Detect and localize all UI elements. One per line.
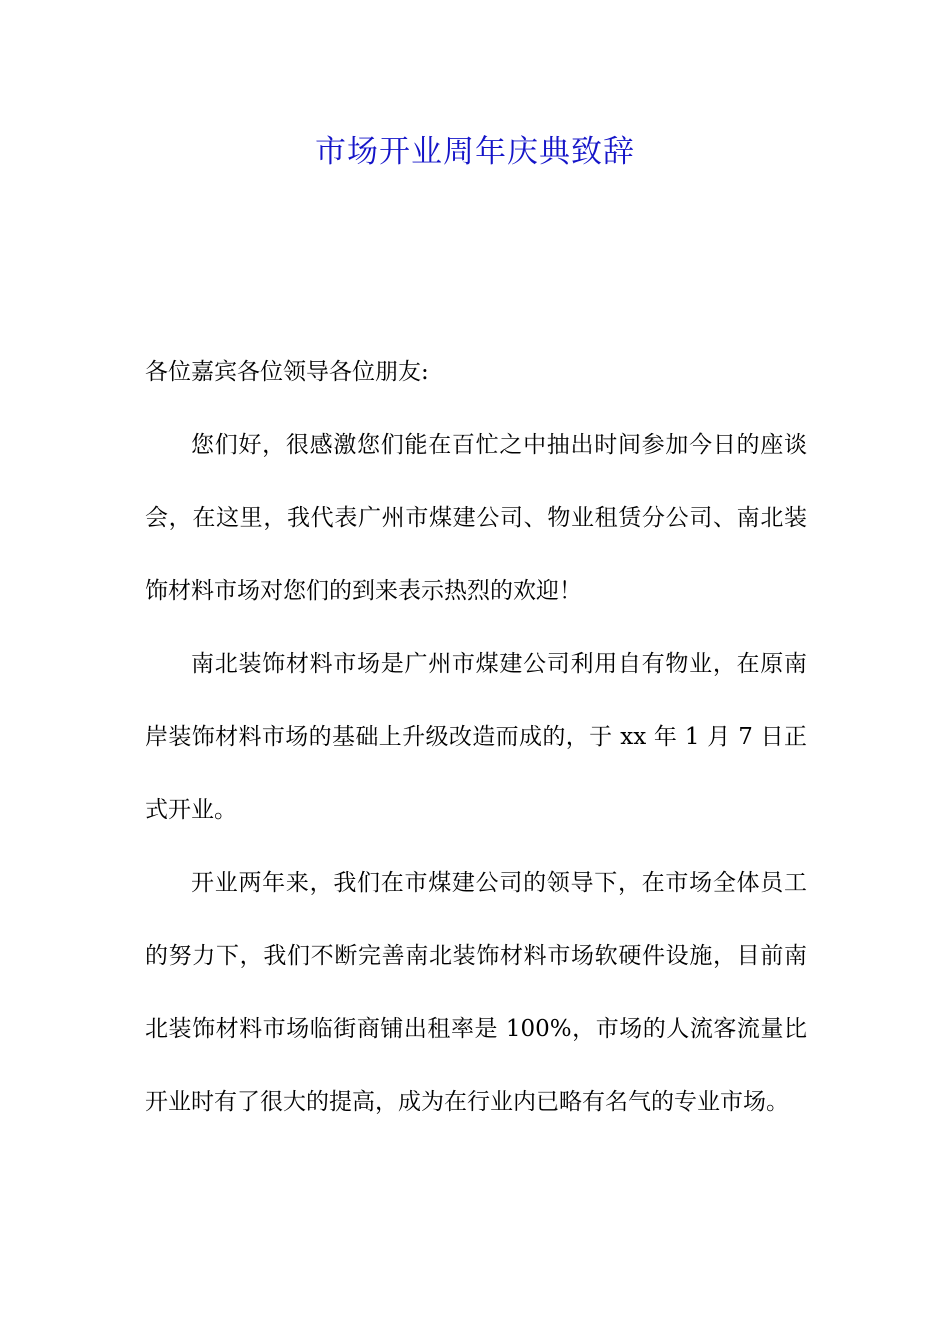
document-title: 市场开业周年庆典致辞: [315, 134, 635, 170]
progress-paragraph: 开业两年来，我们在市煤建公司的领导下，在市场全体员工的努力下，我们不断完善南北装饰材料市场软硬件设施，目前南北装饰材料市场临街商铺出租率是 100%，市场的人流客流量比开业时有了很大的提高，成为在行业内已略有名气的专业市场。: [145, 870, 807, 1115]
market-intro-paragraph: 南北装饰材料市场是广州市煤建公司利用自有物业，在原南岸装饰材料市场的基础上升级改造而成的，于 xx 年 1 月 7 日正式开业。: [145, 651, 807, 823]
salutation-paragraph: 各位嘉宾各位领导各位朋友:: [145, 359, 429, 385]
welcome-paragraph: 您们好，很感激您们能在百忙之中抽出时间参加今日的座谈会，在这里，我代表广州市煤建公司、物业租赁分公司、南北装饰材料市场对您们的到来表示热烈的欢迎！: [145, 432, 807, 604]
document-body: [145, 336, 807, 1139]
